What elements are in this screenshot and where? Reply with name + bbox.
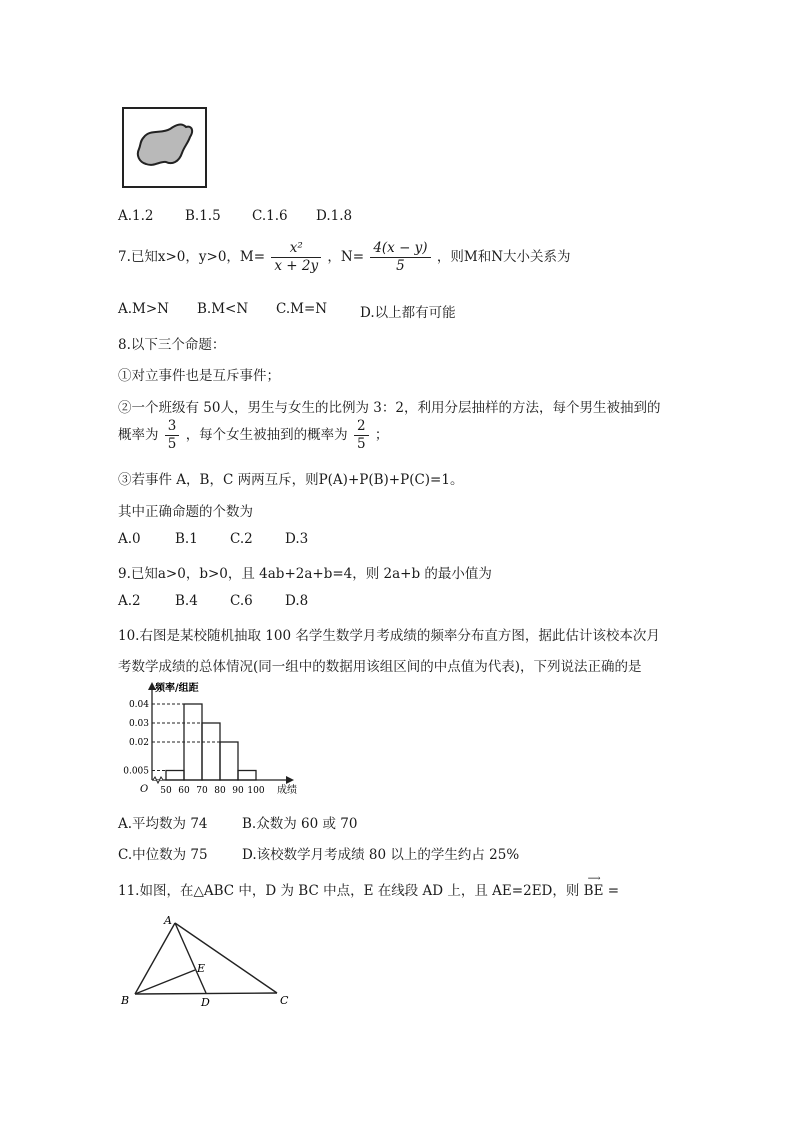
q7-mid: ，N= — [327, 249, 365, 265]
y-tick-label: 0.005 — [123, 766, 149, 777]
segment-be — [135, 970, 195, 994]
q8-f1-numerator: 3 — [165, 418, 180, 436]
histogram-bar-50-60 — [166, 771, 184, 781]
q8-f2-denominator: 5 — [356, 436, 366, 452]
x-tick-label: 60 — [178, 786, 190, 796]
x-tick-label: 70 — [196, 786, 208, 796]
q7-fraction-m — [271, 240, 321, 275]
q8-option-b[interactable]: B.1 — [175, 531, 198, 547]
histogram-bar-80-90 — [220, 742, 238, 780]
q10-option-b[interactable]: B.众数为 60 或 70 — [242, 816, 358, 832]
q6-option-c[interactable]: C.1.6 — [252, 208, 288, 224]
x-tick-label: 100 — [247, 786, 265, 796]
y-tick-label: 0.02 — [128, 738, 149, 748]
vertex-label-a: A — [164, 914, 172, 927]
q11-stem-text: 11.如图，在△ABC 中，D 为 BC 中点，E 在线段 AD 上，且 AE=2ED，则 — [118, 883, 580, 899]
q8-proposition-1: ①对立事件也是互斥事件； — [118, 368, 280, 384]
x-tick-label: 80 — [214, 786, 226, 796]
q7-fraction-n — [370, 240, 430, 275]
y-tick-label: 0.03 — [128, 719, 149, 729]
q8-proposition-2-line1: ②一个班级有 50人，男生与女生的比例为 3：2，利用分层抽样的方法，每个男生被抽到的 — [118, 400, 661, 416]
q9-stem: 9.已知a>0，b>0，且 4ab+2a+b=4，则 2a+b 的最小值为 — [118, 566, 492, 582]
q7-option-d[interactable]: D.以上都有可能 — [360, 305, 456, 321]
triangle-side-bc — [135, 993, 277, 994]
q7-n-denominator: 5 — [396, 258, 405, 274]
x-axis-title: 成绩 — [277, 785, 297, 796]
q7-prefix: 7.已知x>0，y>0，M= — [118, 249, 266, 265]
q10-option-a[interactable]: A.平均数为 74 — [118, 816, 208, 832]
q11-triangle-figure — [115, 912, 295, 1007]
q8-option-c[interactable]: C.2 — [230, 531, 253, 547]
q8-p2-end: ； — [374, 427, 389, 443]
x-tick-label: 90 — [232, 786, 244, 796]
q8-p2-prefix: 概率为 — [118, 427, 159, 443]
q7-option-b[interactable]: B.M<N — [197, 301, 249, 317]
q8-proposition-2-line2 — [118, 418, 388, 453]
q8-p2-mid: ，每个女生被抽到的概率为 — [185, 427, 348, 443]
q8-f1-denominator: 5 — [167, 436, 177, 452]
x-tick-label: 50 — [160, 786, 172, 796]
q7-n-numerator: 4(x − y) — [370, 240, 430, 258]
q7-m-numerator: x² — [271, 240, 321, 258]
histogram-bar-90-100 — [238, 771, 256, 781]
triangle-side-ab — [135, 923, 175, 994]
q7-m-denominator: x + 2y — [274, 258, 319, 274]
q10-stem-line1: 10.右图是某校随机抽取 100 名学生数学月考成绩的频率分布直方图，据此估计该校本次月 — [118, 628, 660, 644]
q11-suffix: = — [607, 883, 620, 899]
q6-blob — [138, 125, 192, 165]
q8-option-d[interactable]: D.3 — [285, 531, 309, 547]
y-tick-label: 0.04 — [128, 700, 149, 710]
point-label-e: E — [197, 962, 206, 975]
q8-option-a[interactable]: A.0 — [118, 531, 141, 547]
q7-option-a[interactable]: A.M>N — [118, 301, 169, 317]
q9-option-a[interactable]: A.2 — [118, 593, 141, 609]
q6-option-b[interactable]: B.1.5 — [185, 208, 221, 224]
q6-option-a[interactable]: A.1.2 — [118, 208, 154, 224]
q10-option-d[interactable]: D.该校数学月考成绩 80 以上的学生约占 25% — [242, 847, 520, 863]
q11-stem — [118, 874, 620, 899]
q11-vector-be — [583, 874, 604, 899]
q11-vector-label: BE — [583, 883, 604, 899]
origin-label: O — [140, 784, 149, 795]
histogram-bar-70-80 — [202, 723, 220, 780]
q10-option-c[interactable]: C.中位数为 75 — [118, 847, 208, 863]
axis-break-mark — [153, 777, 163, 783]
q10-stem-line2: 考数学成绩的总体情况(同一组中的数据用该组区间的中点值为代表)，下列说法正确的是 — [118, 659, 642, 675]
q7-suffix: ，则M和N大小关系为 — [436, 249, 571, 265]
q8-proposition-3: ③若事件 A，B，C 两两互斥，则P(A)+P(B)+P(C)=1。 — [118, 472, 464, 488]
q8-fraction-girls — [354, 418, 369, 453]
q8-stem: 8.以下三个命题： — [118, 337, 226, 353]
x-axis-arrow-icon — [286, 776, 294, 784]
q9-option-b[interactable]: B.4 — [175, 593, 198, 609]
y-axis-title: 频率/组距 — [155, 683, 199, 694]
vertex-label-c: C — [280, 994, 289, 1007]
q7-stem — [118, 240, 571, 275]
vector-arrow-icon: ⟶ — [587, 874, 600, 884]
q9-option-d[interactable]: D.8 — [285, 593, 309, 609]
q10-histogram — [112, 680, 302, 800]
q7-option-c[interactable]: C.M=N — [276, 301, 328, 317]
q8-fraction-boys — [165, 418, 180, 453]
q6-option-d[interactable]: D.1.8 — [316, 208, 353, 224]
q9-option-c[interactable]: C.6 — [230, 593, 253, 609]
vertex-label-b: B — [121, 994, 130, 1007]
q8-f2-numerator: 2 — [354, 418, 369, 436]
q8-question: 其中正确命题的个数为 — [118, 504, 253, 520]
q6-figure — [122, 107, 208, 189]
point-label-d: D — [201, 996, 210, 1007]
